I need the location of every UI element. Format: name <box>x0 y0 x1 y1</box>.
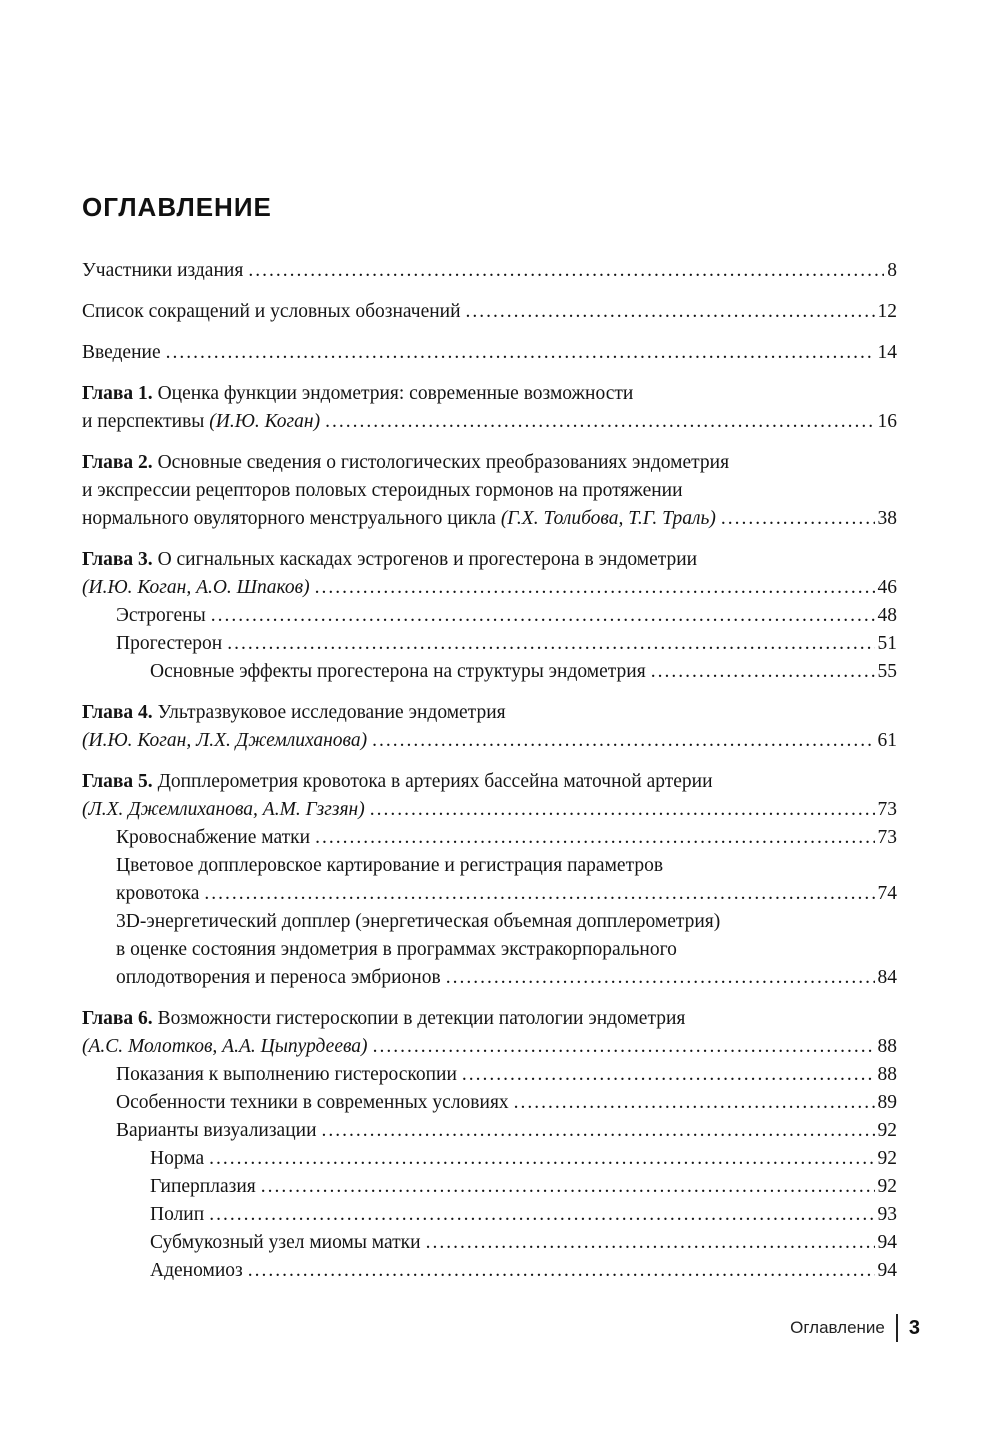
toc-line <box>116 1117 897 1145</box>
toc-page-number: 8 <box>887 260 897 281</box>
dot-leader <box>462 1061 875 1089</box>
toc-text-segment: Глава 2. <box>82 452 153 473</box>
dot-leader <box>514 1089 875 1117</box>
toc-entry <box>82 1229 897 1257</box>
toc-line <box>116 630 897 658</box>
toc-entry-text <box>150 1145 204 1173</box>
toc-text-segment: кровотока <box>116 883 200 904</box>
toc-page-number: 38 <box>877 508 897 529</box>
toc-text-segment: Ультразвуковое исследование эндометрия <box>152 702 506 723</box>
page-title: ОГЛАВЛЕНИЕ <box>82 192 272 222</box>
toc-text-segment: (Г.Х. Толибова, Т.Г. Траль) <box>500 508 716 529</box>
toc-group <box>82 339 897 367</box>
toc-line <box>82 257 897 285</box>
toc-text-segment: Кровоснабжение матки <box>116 827 311 848</box>
page-footer <box>790 1314 920 1342</box>
dot-leader <box>248 1257 875 1285</box>
toc-text-segment: Варианты визуализации <box>116 1120 317 1141</box>
toc-line <box>82 298 897 326</box>
toc-line <box>116 880 897 908</box>
toc-entry <box>82 699 897 755</box>
dot-leader <box>209 1201 874 1229</box>
toc-entry <box>82 852 897 908</box>
dot-leader <box>227 630 874 658</box>
toc-text-segment: Прогестерон <box>116 633 223 654</box>
toc-group <box>82 257 897 285</box>
toc-entry-text <box>116 936 677 964</box>
toc-entry <box>82 1117 897 1145</box>
toc-entry-text <box>82 380 633 408</box>
toc-entry-text <box>116 964 441 992</box>
toc-entry-text <box>150 1201 204 1229</box>
toc-page-number: 92 <box>877 1120 897 1141</box>
toc-page-number: 73 <box>877 827 897 848</box>
toc-text-segment: Глава 5. <box>82 771 153 792</box>
toc-line <box>82 1033 897 1061</box>
footer-page-number: 3 <box>908 1316 920 1339</box>
toc-line <box>82 408 897 436</box>
toc-text-segment: Субмукозный узел миомы матки <box>150 1232 421 1253</box>
toc-text-segment: (И.Ю. Коган, А.О. Шпаков) <box>82 577 310 598</box>
dot-leader <box>315 574 875 602</box>
toc-page-number: 88 <box>877 1064 897 1085</box>
toc-line <box>150 1145 897 1173</box>
toc-line <box>116 1089 897 1117</box>
toc-line <box>150 1201 897 1229</box>
toc-text-segment: Аденомиоз <box>150 1260 243 1281</box>
toc-entry-text <box>116 852 663 880</box>
toc-text-segment: Допплерометрия кровотока в артериях бассейна маточной артерии <box>152 771 713 792</box>
toc-line <box>116 964 897 992</box>
toc-entry <box>82 1061 897 1089</box>
footer-section-label: Оглавление <box>790 1318 885 1337</box>
toc-line <box>116 824 897 852</box>
toc-group <box>82 699 897 755</box>
toc-page-number: 61 <box>877 730 897 751</box>
toc-page-number: 89 <box>877 1092 897 1113</box>
toc-entry <box>82 1005 897 1061</box>
toc-entry-text <box>116 908 720 936</box>
dot-leader <box>204 880 874 908</box>
toc-entry-text <box>82 1005 685 1033</box>
toc-entry-text <box>116 630 222 658</box>
toc-text-segment: Глава 4. <box>82 702 153 723</box>
toc-page-number: 55 <box>877 661 897 682</box>
dot-leader <box>248 257 884 285</box>
toc-entry <box>82 339 897 367</box>
dot-leader <box>322 1117 875 1145</box>
toc-text-segment: Основные сведения о гистологических преобразованиях эндометрия <box>152 452 730 473</box>
toc-page-number: 51 <box>877 633 897 654</box>
toc-entry <box>82 630 897 658</box>
toc-text-segment: и экспрессии рецепторов половых стероидных гормонов на протяжении <box>82 480 683 501</box>
dot-leader <box>261 1173 875 1201</box>
toc-line <box>82 380 897 408</box>
toc-entry <box>82 298 897 326</box>
toc-text-segment: Возможности гистероскопии в детекции патологии эндометрия <box>152 1008 686 1029</box>
toc-text-segment: (Л.Х. Джемлиханова, А.М. Гзгзян) <box>82 799 365 820</box>
toc-entry-text <box>150 1257 243 1285</box>
toc-line <box>116 602 897 630</box>
toc-line <box>116 936 897 964</box>
dot-leader <box>315 824 874 852</box>
toc-text-segment: Показания к выполнению гистероскопии <box>116 1064 457 1085</box>
toc-entry <box>82 1089 897 1117</box>
toc-entry-text <box>82 339 161 367</box>
toc-line <box>150 1257 897 1285</box>
toc-text-segment: 3D-энергетический допплер (энергетическая объемная допплерометрия) <box>116 911 721 932</box>
toc-entry-text <box>150 1229 421 1257</box>
toc-page-number: 94 <box>877 1260 897 1281</box>
toc-page-number: 46 <box>877 577 897 598</box>
toc-line <box>82 727 897 755</box>
toc-line <box>150 658 897 686</box>
toc-text-segment: Эстрогены <box>116 605 206 626</box>
dot-leader <box>211 602 875 630</box>
toc-entry-text <box>82 477 683 505</box>
toc-text-segment: Введение <box>82 342 161 363</box>
toc-line <box>116 852 897 880</box>
toc-entry-text <box>116 1089 509 1117</box>
toc-entry <box>82 658 897 686</box>
toc-text-segment: (И.Ю. Коган) <box>209 411 321 432</box>
toc-line <box>82 505 897 533</box>
toc-text-segment: О сигнальных каскадах эстрогенов и прогестерона в эндометрии <box>152 549 698 570</box>
toc-entry <box>82 380 897 436</box>
toc-group <box>82 768 897 992</box>
toc-entry <box>82 1173 897 1201</box>
toc-line <box>82 574 897 602</box>
toc-page-number: 14 <box>877 342 897 363</box>
toc-line <box>82 477 897 505</box>
toc-content <box>82 192 897 1298</box>
toc-entry <box>82 1145 897 1173</box>
toc-list <box>82 257 897 1285</box>
toc-entry-text <box>82 1033 368 1061</box>
toc-page-number: 92 <box>877 1148 897 1169</box>
toc-entry-text <box>82 505 716 533</box>
toc-entry-text <box>116 824 310 852</box>
toc-entry-text <box>82 408 320 436</box>
toc-text-segment: в оценке состояния эндометрия в программах экстракорпорального <box>116 939 677 960</box>
toc-entry-text <box>82 257 243 285</box>
toc-text-segment: и перспективы <box>82 411 210 432</box>
toc-entry-text <box>82 449 729 477</box>
toc-text-segment: Основные эффекты прогестерона на структуры эндометрия <box>150 661 646 682</box>
toc-page-number: 94 <box>877 1232 897 1253</box>
toc-entry-text <box>150 1173 256 1201</box>
toc-line <box>82 339 897 367</box>
toc-line <box>150 1229 897 1257</box>
toc-text-segment: Глава 1. <box>82 383 153 404</box>
dot-leader <box>373 1033 875 1061</box>
toc-line <box>82 699 897 727</box>
toc-line <box>150 1173 897 1201</box>
toc-text-segment: Норма <box>150 1148 205 1169</box>
toc-page-number: 93 <box>877 1204 897 1225</box>
toc-text-segment: Гиперплазия <box>150 1176 256 1197</box>
toc-line <box>82 546 897 574</box>
toc-text-segment: оплодотворения и переноса эмбрионов <box>116 967 441 988</box>
toc-entry-text <box>82 727 367 755</box>
toc-entry <box>82 768 897 824</box>
toc-line <box>82 1005 897 1033</box>
toc-page-number: 74 <box>877 883 897 904</box>
toc-text-segment: Список сокращений и условных обозначений <box>82 301 461 322</box>
toc-entry-text <box>116 602 206 630</box>
toc-text-segment: Оценка функции эндометрия: современные возможности <box>152 383 634 404</box>
toc-text-segment: Участники издания <box>82 260 244 281</box>
dot-leader <box>651 658 875 686</box>
dot-leader <box>209 1145 874 1173</box>
toc-entry-text <box>82 796 365 824</box>
toc-text-segment: нормального овуляторного менструального цикла <box>82 508 501 529</box>
dot-leader <box>325 408 874 436</box>
toc-text-segment: Глава 3. <box>82 549 153 570</box>
toc-text-segment: Глава 6. <box>82 1008 153 1029</box>
toc-group <box>82 546 897 686</box>
toc-page-number: 12 <box>877 301 897 322</box>
toc-text-segment: (И.Ю. Коган, Л.Х. Джемлиханова) <box>82 730 368 751</box>
toc-line <box>82 449 897 477</box>
toc-page-number: 88 <box>877 1036 897 1057</box>
toc-group <box>82 449 897 533</box>
toc-entry-text <box>116 1061 457 1089</box>
toc-entry <box>82 908 897 992</box>
toc-group <box>82 298 897 326</box>
dot-leader <box>446 964 875 992</box>
dot-leader <box>426 1229 875 1257</box>
toc-text-segment: Цветовое допплеровское картирование и регистрация параметров <box>116 855 664 876</box>
toc-entry <box>82 449 897 533</box>
toc-group <box>82 1005 897 1285</box>
dot-leader <box>166 339 875 367</box>
toc-group <box>82 380 897 436</box>
toc-entry-text <box>82 699 506 727</box>
toc-text-segment: Полип <box>150 1204 205 1225</box>
toc-line <box>116 1061 897 1089</box>
toc-entry-text <box>116 1117 317 1145</box>
toc-entry <box>82 257 897 285</box>
toc-entry-text <box>82 574 310 602</box>
toc-page-number: 84 <box>877 967 897 988</box>
toc-page-number: 73 <box>877 799 897 820</box>
toc-text-segment: Особенности техники в современных условиях <box>116 1092 509 1113</box>
toc-entry <box>82 1201 897 1229</box>
toc-entry <box>82 602 897 630</box>
toc-text-segment: (А.С. Молотков, А.А. Цыпурдеева) <box>82 1036 368 1057</box>
toc-entry-text <box>82 298 461 326</box>
toc-entry <box>82 1257 897 1285</box>
toc-entry <box>82 546 897 602</box>
dot-leader <box>466 298 875 326</box>
toc-line <box>116 908 897 936</box>
toc-entry-text <box>116 880 199 908</box>
toc-entry <box>82 824 897 852</box>
toc-line <box>82 768 897 796</box>
footer-divider <box>896 1314 898 1342</box>
toc-entry-text <box>150 658 646 686</box>
toc-page-number: 92 <box>877 1176 897 1197</box>
toc-entry-text <box>82 768 713 796</box>
dot-leader <box>370 796 875 824</box>
dot-leader <box>721 505 875 533</box>
toc-page-number: 16 <box>877 411 897 432</box>
toc-line <box>82 796 897 824</box>
toc-entry-text <box>82 546 697 574</box>
toc-page-number: 48 <box>877 605 897 626</box>
dot-leader <box>372 727 874 755</box>
